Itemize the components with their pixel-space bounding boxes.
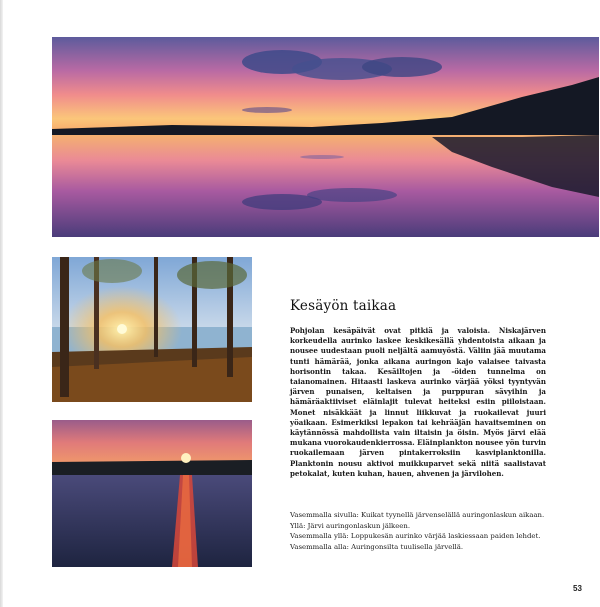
article	[290, 298, 546, 479]
caption-line: Vasemmalla sivulla: Kuikat tyynellä järvenselällä auringonlaskun aikaan.	[290, 511, 545, 519]
page-spine	[0, 0, 3, 607]
article-title: Kesäyön taikaa	[290, 298, 397, 314]
article-body: Pohjolan kesäpäivät ovat pitkiä ja valoisia. Niskajärven korkeudella aurinko laskee keskikesällä yhdentoista aikaan ja nousee uudestaan puoli neljältä aamuyöstä. Väliin jää muutama tunti hämärää, jonka aikana auringon kajo valaisee taivasta horisontin takaa. Kesäiltojen ja -öiden tunnelma on taianomainen. Hitaasti laskeva aurinko värjää yöksi tyyntyvän järven punaisen, keltaisen ja purppuran sävyihin ja hämäräaktiiviset eläinlajit tulevat heiteksi esiin piiloistaan. Monet nisäkkäät ja linnut liikkuvat ja ruokailevat juuri yöaikaan. Esimerkiksi lepakon tai kehrääjän havaitseminen on käytännössä mahdollista vain iltaisin ja öisin. Myös järvi elää mukana vuorokaudenkierrossa. Eläinplankton nousee yön turvin ruokailemaan järven pintakerroksiin kasviplanktonilla. Planktonin nousu aktivoi muikkuparvet sekä niitä saalistavat petokalat, kuten kuhan, hauen, ahvenen ja järvilohen.	[290, 326, 547, 478]
lake-sunset-panorama-photo	[52, 37, 599, 237]
caption-line: Vasemmalla alla: Auringonsilta tuulisella järvellä.	[290, 542, 464, 551]
lake-sunset-bridge-photo	[52, 420, 252, 567]
photo-captions	[290, 510, 546, 552]
caption-line: Yllä: Järvi auringonlaskun jälkeen.	[290, 521, 411, 530]
caption-line: Vasemmalla yllä: Loppukesän aurinko värjää laskiessaan paiden lehdet.	[290, 532, 541, 541]
page-number: 53	[573, 584, 582, 593]
forest-sunset-photo	[52, 257, 252, 402]
